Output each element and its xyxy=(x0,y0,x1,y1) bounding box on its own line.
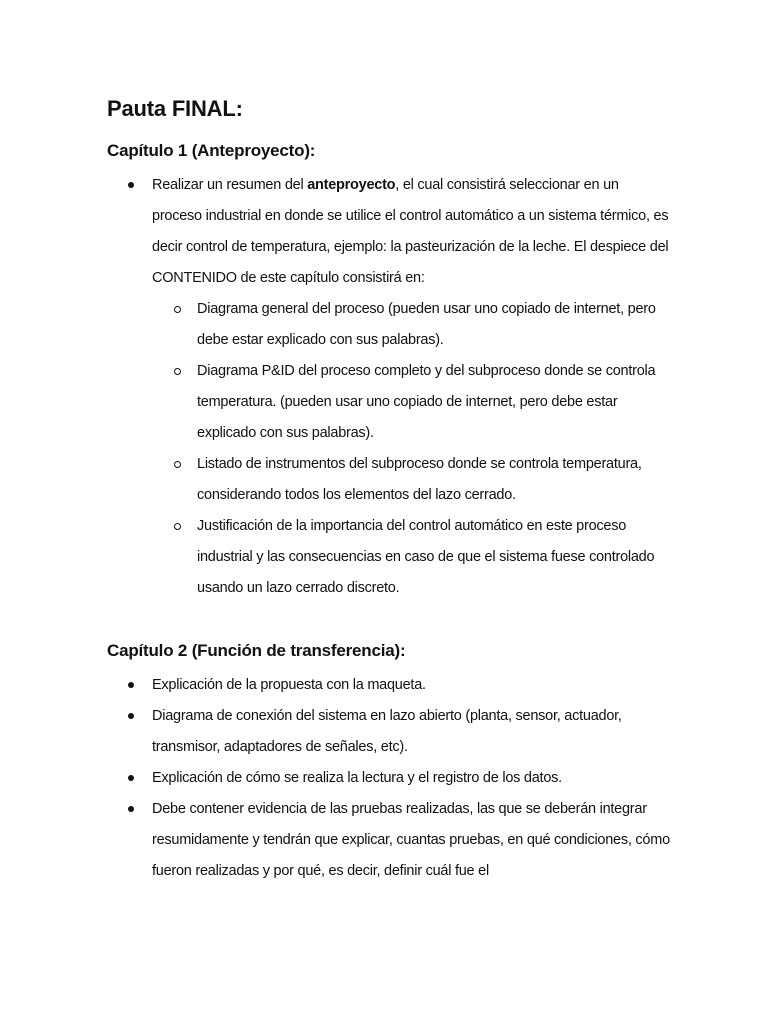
list-item xyxy=(197,294,667,356)
summary-text-after: , el cual consistirá seleccionar en un proceso industrial en donde se utilice el control automático a un sistema térmico, es decir control de temperatura, ejemplo: la pasteurización de la leche. El despiece del CONTENIDO de este capítulo consistirá en: xyxy=(152,177,669,286)
item-text: Debe contener evidencia de las pruebas realizadas, las que se deberán integrar resumidamente y tendrán que explicar, cuantas pruebas, en qué condiciones, cómo fueron realizadas y por qué, es decir, definir cuál fue el xyxy=(152,801,670,879)
document-title: Pauta FINAL: xyxy=(107,96,243,121)
sub-item-text: Diagrama general del proceso (pueden usar uno copiado de internet, pero debe estar explicado con sus palabras). xyxy=(197,301,656,348)
bullet-dot-icon xyxy=(128,775,134,781)
list-item xyxy=(197,356,667,449)
circle-bullet-icon xyxy=(174,368,181,375)
sub-item-text: Diagrama P&ID del proceso completo y del subproceso donde se controla temperatura. (pueden usar uno copiado de internet, pero debe estar explicado con sus palabras). xyxy=(197,363,656,441)
bullet-dot-icon xyxy=(128,713,134,719)
sub-item-text: Justificación de la importancia del control automático en este proceso industrial y las consecuencias en caso de que el sistema fuese controlado usando un lazo cerrado discreto. xyxy=(197,518,655,596)
item-text: Explicación de la propuesta con la maqueta. xyxy=(152,677,426,693)
list-item xyxy=(197,511,667,604)
chapter-1-heading: Capítulo 1 (Anteproyecto): xyxy=(107,141,316,160)
list-item xyxy=(0,763,672,794)
circle-bullet-icon xyxy=(174,306,181,313)
item-text: Diagrama de conexión del sistema en lazo abierto (planta, sensor, actuador, transmisor, adaptadores de señales, etc). xyxy=(152,708,622,755)
bullet-dot-icon xyxy=(128,806,134,812)
list-item xyxy=(197,449,667,511)
chapter-1-list xyxy=(0,170,672,604)
bullet-dot-icon xyxy=(128,682,134,688)
sub-item-text: Listado de instrumentos del subproceso donde se controla temperatura, considerando todos los elementos del lazo cerrado. xyxy=(197,456,642,503)
list-item xyxy=(0,794,672,887)
item-text: Explicación de cómo se realiza la lectura y el registro de los datos. xyxy=(152,770,562,786)
chapter-2-heading: Capítulo 2 (Función de transferencia): xyxy=(107,641,406,660)
circle-bullet-icon xyxy=(174,523,181,530)
chapter-1-sublist xyxy=(152,294,672,604)
circle-bullet-icon xyxy=(174,461,181,468)
summary-bold-term: anteproyecto xyxy=(307,177,396,193)
list-item xyxy=(0,701,672,763)
list-item xyxy=(0,670,672,701)
chapter-1-summary-item xyxy=(0,170,672,604)
summary-text-before: Realizar un resumen del xyxy=(152,177,308,193)
chapter-2-list xyxy=(0,670,672,887)
bullet-dot-icon xyxy=(128,182,134,188)
